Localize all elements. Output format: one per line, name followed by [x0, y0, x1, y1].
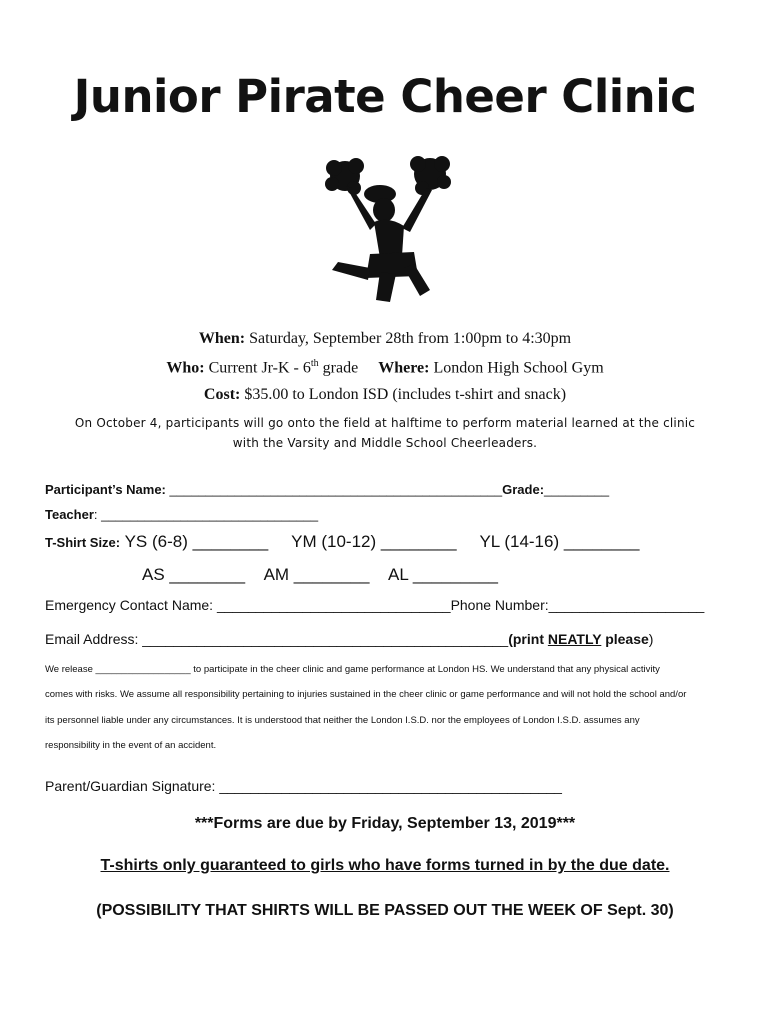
- participant-label: Participant’s Name:: [45, 482, 166, 497]
- release-line2: comes with risks. We assume all responsibility pertaining to injuries sustained in the cheer clinic or game performance and will not hold the school and/or: [45, 689, 687, 700]
- page-title: Junior Pirate Cheer Clinic: [73, 70, 697, 123]
- where-value: London High School Gym: [429, 359, 604, 377]
- emergency-contact-label: Emergency Contact Name:: [45, 597, 214, 613]
- signature-label: Parent/Guardian Signature:: [45, 778, 216, 794]
- print-note-pre: (print: [508, 631, 548, 647]
- when-value: Saturday, September 28th from 1:00pm to 4:30pm: [245, 330, 572, 347]
- forms-due-notice: ***Forms are due by Friday, September 13, 2019***: [194, 815, 576, 832]
- email-field[interactable]: _______________________________________________: [138, 631, 509, 647]
- teacher-colon: :: [93, 507, 98, 522]
- tshirt-size-label: T-Shirt Size:: [45, 535, 121, 550]
- participant-name-field[interactable]: ______________________________________________: [169, 482, 503, 497]
- who-label: Who:: [166, 359, 205, 377]
- teacher-label: Teacher: [45, 507, 94, 522]
- print-note-neatly: NEATLY: [547, 631, 602, 647]
- teacher-field[interactable]: ______________________________: [97, 507, 319, 522]
- grade-field[interactable]: _________: [544, 482, 610, 497]
- phone-number-label: Phone Number:: [450, 597, 549, 613]
- halftime-note-line1: On October 4, participants will go onto the field at halftime to perform material learned at the clinic: [74, 416, 696, 430]
- who-value-sup: th: [310, 358, 319, 369]
- print-note-close: ): [648, 631, 654, 647]
- release-line4: responsibility in the event of an accident.: [45, 740, 217, 751]
- tshirt-guarantee-notice: T-shirts only guaranteed to girls who have forms turned in by the due date.: [100, 857, 670, 874]
- signature-field[interactable]: ____________________________________________: [215, 778, 562, 794]
- cost-label: Cost:: [203, 386, 241, 403]
- who-value-post: grade: [318, 359, 359, 377]
- size-ys-field[interactable]: YS (6-8) ________: [124, 532, 269, 551]
- size-ym-field[interactable]: YM (10-12) ________: [291, 532, 457, 551]
- halftime-note-line2: with the Varsity and Middle School Cheerleaders.: [232, 436, 538, 450]
- size-al-field[interactable]: AL _________: [387, 565, 498, 584]
- who-value: Current Jr-K - 6: [204, 359, 311, 377]
- grade-label: Grade:: [502, 482, 545, 497]
- halftime-note: [40, 413, 730, 453]
- size-am-field[interactable]: AM ________: [263, 565, 370, 584]
- shirt-distribution-notice: (POSSIBILITY THAT SHIRTS WILL BE PASSED OUT THE WEEK OF Sept. 30): [96, 902, 674, 919]
- release-line1: We release __________________ to participate in the cheer clinic and game performance at London HS. We understand that any physical activity: [45, 664, 660, 675]
- cheerleader-silhouette-icon: [318, 150, 458, 308]
- release-line3: its personnel liable under any circumstances. It is understood that neither the London I.S.D. nor the employees of London I.S.D. assumes any: [45, 715, 640, 726]
- email-label: Email Address:: [45, 631, 139, 647]
- where-label: Where:: [378, 359, 430, 377]
- when-label: When:: [198, 330, 246, 347]
- print-note-post: please: [601, 631, 649, 647]
- size-yl-field[interactable]: YL (14-16) ________: [479, 532, 640, 551]
- phone-number-field[interactable]: ____________________: [548, 597, 705, 613]
- size-as-field[interactable]: AS ________: [142, 565, 246, 584]
- emergency-contact-field[interactable]: ______________________________: [213, 597, 451, 613]
- cost-value: $35.00 to London ISD (includes t-shirt and snack): [240, 386, 567, 403]
